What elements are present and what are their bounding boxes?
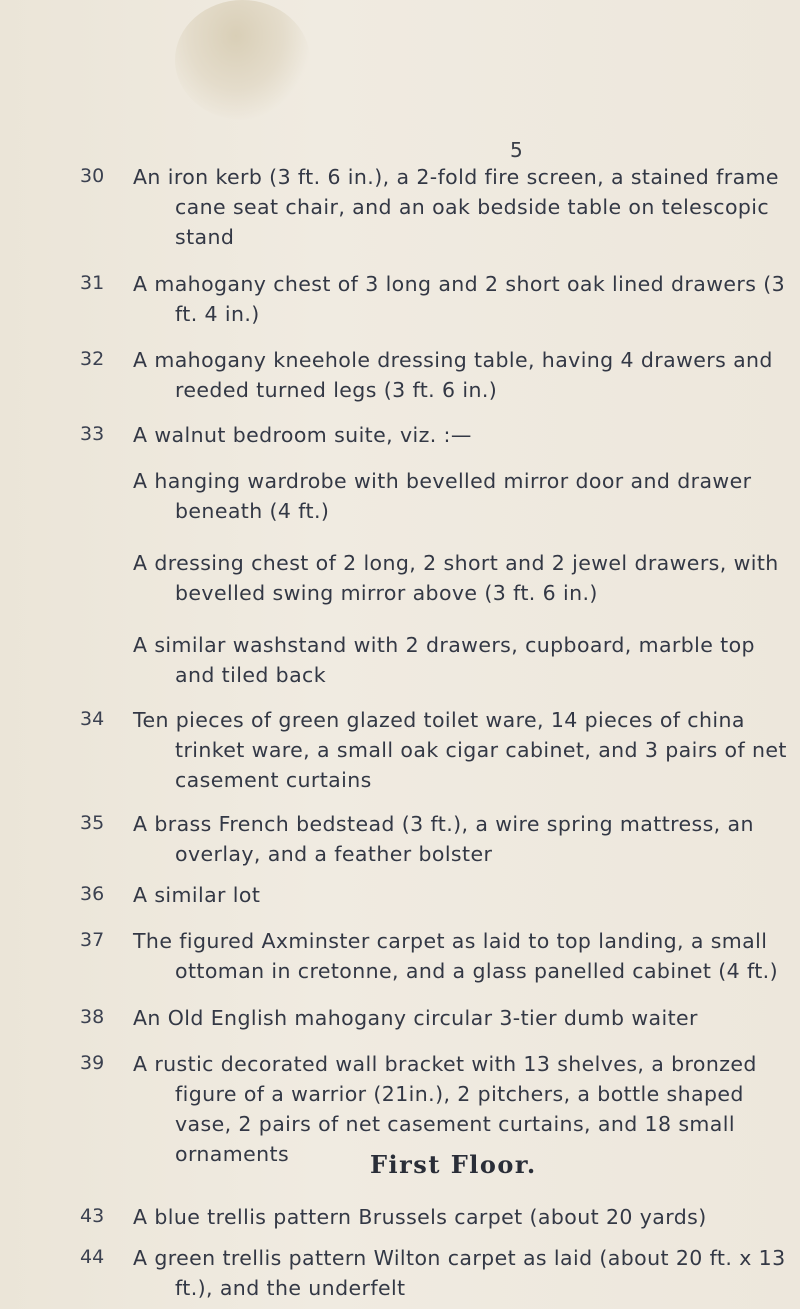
lot-entry	[133, 345, 798, 405]
lot-description: An iron kerb (3 ft. 6 in.), a 2-fold fire screen, a stained frame cane seat chair, and an oak bedside table on telescopic stand	[133, 165, 779, 249]
lot-subentry	[133, 548, 798, 608]
lot-number: 31	[80, 272, 105, 294]
lot-description: Ten pieces of green glazed toilet ware, 14 pieces of china trinket ware, a small oak cigar cabinet, and 3 pairs of net casement curtains	[133, 708, 787, 792]
lot-description: A mahogany kneehole dressing table, having 4 drawers and reeded turned legs (3 ft. 6 in.)	[133, 348, 773, 402]
lot-description: A mahogany chest of 3 long and 2 short oak lined drawers (3 ft. 4 in.)	[133, 272, 786, 326]
section-heading: First Floor.	[370, 1150, 537, 1179]
lot-description: An Old English mahogany circular 3-tier dumb waiter	[133, 1006, 698, 1030]
lot-entry	[133, 162, 798, 252]
page-number: 5	[510, 138, 523, 162]
lot-description: The figured Axminster carpet as laid to top landing, a small ottoman in cretonne, and a glass panelled cabinet (4 ft.)	[133, 929, 778, 983]
lot-subentry	[133, 630, 798, 690]
lot-number: 39	[80, 1052, 105, 1074]
lot-number: 30	[80, 165, 105, 187]
lot-number: 34	[80, 708, 105, 730]
lot-description: A walnut bedroom suite, viz. :—	[133, 423, 472, 447]
lot-number: 33	[80, 423, 105, 445]
lot-number: 43	[80, 1205, 105, 1227]
lot-description: A similar lot	[133, 883, 261, 907]
lot-entry	[133, 269, 798, 329]
lot-number: 32	[80, 348, 105, 370]
lot-number: 44	[80, 1246, 105, 1268]
lot-description: A similar washstand with 2 drawers, cupboard, marble top and tiled back	[133, 633, 755, 687]
lot-number: 36	[80, 883, 105, 905]
lot-number: 38	[80, 1006, 105, 1028]
lot-description: A green trellis pattern Wilton carpet as laid (about 20 ft. x 13 ft.), and the underfelt	[133, 1246, 786, 1300]
lot-entry	[133, 705, 798, 795]
lot-number: 37	[80, 929, 105, 951]
lot-subentry	[133, 466, 798, 526]
lot-description: A brass French bedstead (3 ft.), a wire spring mattress, an overlay, and a feather bolster	[133, 812, 754, 866]
paper-stain	[175, 0, 310, 120]
lot-entry	[133, 926, 798, 986]
lot-description: A hanging wardrobe with bevelled mirror door and drawer beneath (4 ft.)	[133, 469, 752, 523]
lot-entry	[133, 1202, 798, 1232]
lot-entry	[133, 880, 798, 910]
lot-entry	[133, 420, 798, 450]
lot-entry	[133, 1003, 798, 1033]
lot-description: A rustic decorated wall bracket with 13 shelves, a bronzed figure of a warrior (21in.), 2 pitchers, a bottle shaped vase, 2 pairs of net casement curtains, and 18 small ornaments	[133, 1052, 757, 1166]
lot-description: A dressing chest of 2 long, 2 short and 2 jewel drawers, with bevelled swing mirror above (3 ft. 6 in.)	[133, 551, 779, 605]
lot-entry	[133, 809, 798, 869]
lot-entry	[133, 1243, 798, 1303]
lot-number: 35	[80, 812, 105, 834]
lot-description: A blue trellis pattern Brussels carpet (about 20 yards)	[133, 1205, 707, 1229]
